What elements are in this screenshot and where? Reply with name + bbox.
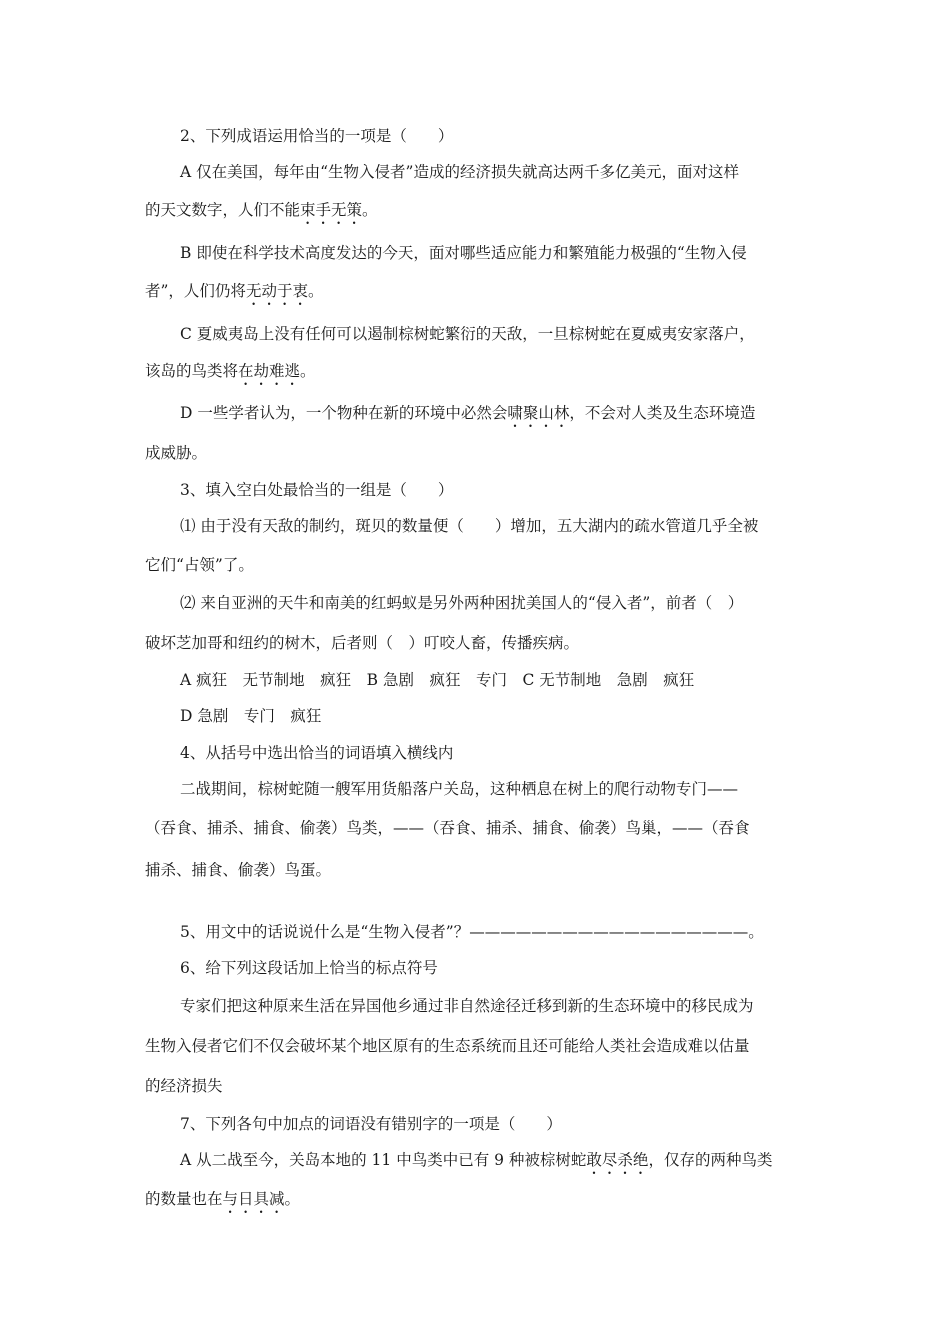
emphasized-idiom: 啸聚山林 <box>507 404 570 422</box>
q3-options-line1: A 疯狂 无节制地 疯狂 B 急剧 疯狂 专门 C 无节制地 急剧 疯狂 <box>180 671 695 689</box>
q6-passage-line3: 的经济损失 <box>145 1077 223 1095</box>
q7-title: 7、下列各句中加点的词语没有错别字的一项是（ ） <box>180 1115 562 1133</box>
q2-option-a-line1: A 仅在美国，每年由“生物入侵者”造成的经济损失就高达两千多亿美元，面对这样 <box>180 163 739 181</box>
q4-title: 4、从括号中选出恰当的词语填入横线内 <box>180 744 454 762</box>
q4-passage-line1: 二战期间，棕树蛇随一艘军用货船落户关岛，这种栖息在树上的爬行动物专门—— <box>180 780 739 798</box>
emphasized-idiom: 束手无策 <box>300 201 363 219</box>
q2-option-a-line2: 的天文数字，人们不能束手无策。 <box>145 201 378 219</box>
q7-option-a-line2: 的数量也在与日具减。 <box>145 1190 301 1208</box>
q2-option-c-line2: 该岛的鸟类将在劫难逃。 <box>145 362 316 380</box>
q4-passage-line2: （吞食、捕杀、捕食、偷袭）鸟类，——（吞食、捕杀、捕食、偷袭）鸟巢，——（吞食 <box>145 819 750 837</box>
q2-title: 2、下列成语运用恰当的一项是（ ） <box>180 127 454 145</box>
q2-option-c-line1: C 夏威夷岛上没有任何可以遏制棕树蛇繁衍的天敌，一旦棕树蛇在夏威夷安家落户， <box>180 325 755 343</box>
q2-option-b-line1: B 即使在科学技术高度发达的今天，面对哪些适应能力和繁殖能力极强的“生物入侵 <box>180 244 747 262</box>
q6-passage-line2: 生物入侵者它们不仅会破坏某个地区原有的生态系统而且还可能给人类社会造成难以估量 <box>145 1037 750 1055</box>
q4-passage-line3: 捕杀、捕食、偷袭）鸟蛋。 <box>145 861 332 879</box>
q2-option-d-line1: D 一些学者认为，一个物种在新的环境中必然会啸聚山林，不会对人类及生态环境造 <box>180 404 756 422</box>
q3-sentence2-line2: 破坏芝加哥和纽约的树木，后者则（ ）叮咬人畜，传播疾病。 <box>145 634 580 652</box>
emphasized-idiom: 敢尽杀绝 <box>586 1151 649 1169</box>
q2-option-b-line2: 者”，人们仍将无动于衷。 <box>145 282 324 300</box>
q7-option-a-line1: A 从二战至今，关岛本地的 11 中鸟类中已有 9 种被棕树蛇敢尽杀绝，仅存的两种鸟类 <box>180 1151 773 1169</box>
q3-sentence1-line1: ⑴ 由于没有天敌的制约，斑贝的数量便（ ）增加，五大湖内的疏水管道几乎全被 <box>180 517 759 535</box>
q5-title: 5、用文中的话说说什么是“生物入侵者”？——————————————————。 <box>180 923 764 941</box>
emphasized-idiom: 无动于衷 <box>245 282 308 300</box>
q3-title: 3、填入空白处最恰当的一组是（ ） <box>180 481 454 499</box>
emphasized-idiom: 在劫难逃 <box>238 362 301 380</box>
q3-sentence1-line2: 它们“占领”了。 <box>145 556 254 574</box>
emphasized-idiom: 与日具减 <box>222 1190 285 1208</box>
q6-title: 6、给下列这段话加上恰当的标点符号 <box>180 959 438 977</box>
q6-passage-line1: 专家们把这种原来生活在异国他乡通过非自然途径迁移到新的生态环境中的移民成为 <box>180 997 754 1015</box>
q2-option-d-line2: 成威胁。 <box>145 444 208 462</box>
q3-sentence2-line1: ⑵ 来自亚洲的天牛和南美的红蚂蚁是另外两种困扰美国人的“侵入者”，前者（ ） <box>180 594 744 612</box>
q3-options-line2: D 急剧 专门 疯狂 <box>180 707 322 725</box>
